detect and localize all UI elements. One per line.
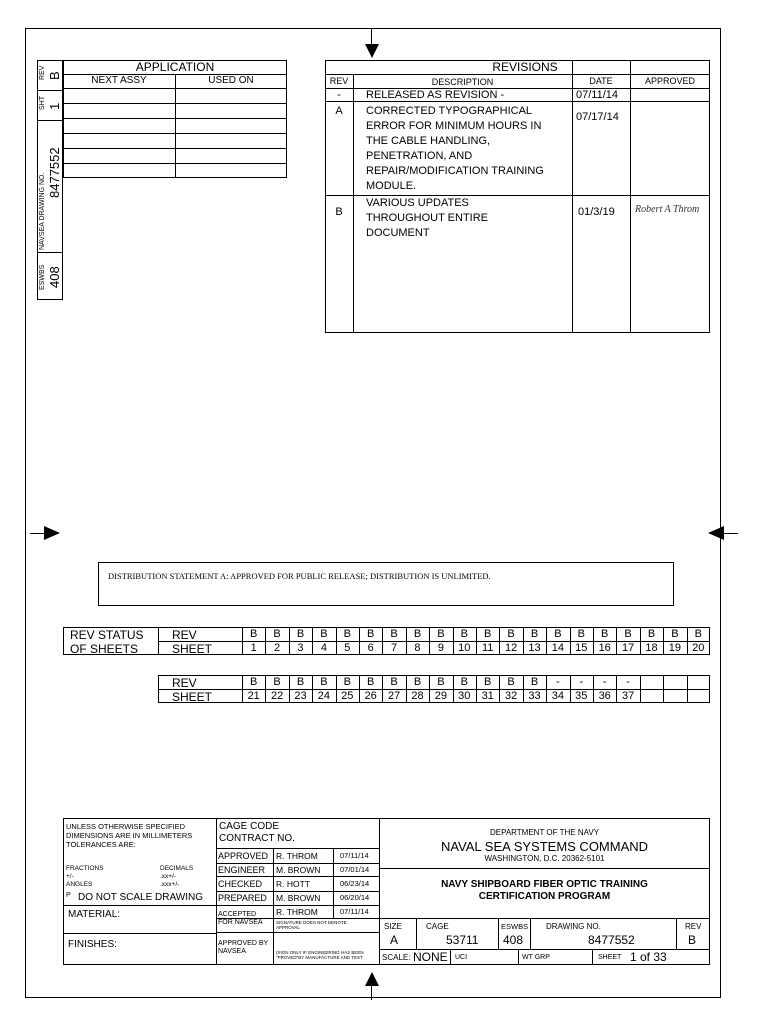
title-row-line <box>216 891 379 892</box>
approved-by-label: APPROVED BY <box>218 940 269 947</box>
side-divider <box>37 90 63 91</box>
sign-only-note: (SIGN ONLY IF ENGINEERING HAS BEEN <box>276 950 364 955</box>
application-title: APPLICATION <box>135 60 215 74</box>
plusminus-label: +/- <box>66 873 74 880</box>
side-drawing-value: 8477552 <box>47 147 62 198</box>
rev-status-sheet-cell: 26 <box>364 690 377 702</box>
size-label: SIZE <box>384 922 402 931</box>
rev-row-label: REV <box>172 628 197 642</box>
sign-date: 06/20/14 <box>340 893 370 902</box>
rev-value: B <box>688 933 697 947</box>
revisions-divider <box>325 101 710 102</box>
application-row-line <box>63 163 287 164</box>
title-col-line <box>676 918 677 949</box>
rev-status-rev-cell: B <box>647 628 656 640</box>
revision-row-date: 07/11/14 <box>576 89 619 101</box>
sig-note: SIGNATURE DOES NOT DENOTE <box>276 920 347 925</box>
revisions-title: REVISIONS <box>492 60 558 74</box>
contract-label: CONTRACT NO. <box>219 833 295 844</box>
revisions-header-description: DESCRIPTION <box>431 77 494 87</box>
revision-row-desc: RELEASED AS REVISION - <box>366 89 505 101</box>
sign-only-note: "PROVED"BY MANUFACTURE AND TEST <box>276 955 363 960</box>
revision-row-desc: CORRECTED TYPOGRAPHICAL <box>366 105 533 117</box>
revisions-divider <box>325 74 710 75</box>
rev-label: REV <box>685 922 702 931</box>
rev-row-label: REV <box>172 676 197 690</box>
rev-status-rev-cell: B <box>484 676 492 688</box>
application-row-line <box>63 148 287 149</box>
rev-status-rev-cell: B <box>390 628 398 640</box>
side-sht-value: 1 <box>47 102 62 110</box>
title-col-line <box>530 918 531 949</box>
rev-status-rev-cell: B <box>624 628 632 640</box>
rev-status-rev-cell: B <box>296 676 305 688</box>
sign-name: M. BROWN <box>276 865 321 875</box>
rev-status-sheet-cell: 28 <box>411 690 424 702</box>
rev-status-col-line <box>663 675 664 703</box>
cage-label: CAGE <box>426 922 449 931</box>
application-row-line <box>63 88 287 89</box>
rev-status-rev-cell: B <box>320 628 328 640</box>
rev-status-rev-cell: B <box>273 628 281 640</box>
rev-status-rev-cell: - <box>556 676 560 688</box>
sign-name: M. BROWN <box>276 893 321 903</box>
revisions-col-divider <box>630 60 631 333</box>
rev-status-col-line <box>687 675 688 703</box>
application-used-on: USED ON <box>208 75 254 86</box>
revisions-col-divider <box>572 60 573 333</box>
revisions-col-divider <box>353 74 354 333</box>
revisions-header-rev: REV <box>329 76 349 86</box>
decimals-label: DECIMALS <box>160 865 194 872</box>
side-eswbs-label: ESWBS <box>39 264 46 290</box>
rev-status-sheet-cell: 21 <box>247 690 260 702</box>
application-row-line <box>63 103 287 104</box>
rev-status-rev-cell: B <box>390 676 398 688</box>
title-col-line <box>333 848 334 919</box>
revision-row-desc: MODULE. <box>366 180 417 192</box>
title-col-line <box>498 918 499 949</box>
rev-status-sheet-cell: 7 <box>391 642 398 654</box>
rev-status-rev-cell: - <box>602 676 607 688</box>
material-label: MATERIAL: <box>68 909 121 920</box>
rev-status-rev-cell: - <box>626 676 630 688</box>
sign-name: R. THROM <box>276 851 318 861</box>
rev-status-rev-cell: B <box>273 676 281 688</box>
rev-status-rev-cell: B <box>671 628 679 640</box>
dept-label: DEPARTMENT OF THE NAVY <box>489 828 600 837</box>
revision-row-desc: DOCUMENT <box>366 227 430 239</box>
rev-status-sheet-cell: 33 <box>528 690 541 702</box>
revision-row-rev: B <box>335 206 343 218</box>
rev-status-rev-cell: B <box>320 676 328 688</box>
sign-name: R. HOTT <box>276 879 310 889</box>
drawing-no-label: DRAWING NO. <box>546 922 601 931</box>
rev-status-rev-cell: B <box>413 676 422 688</box>
rev-status-sheet-cell: 25 <box>341 690 354 702</box>
fractions-label: FRACTIONS <box>66 865 104 872</box>
rev-status-sheet-cell: 20 <box>692 642 705 654</box>
distribution-statement: DISTRIBUTION STATEMENT A: APPROVED FOR PUBLIC RELEASE; DISTRIBUTION IS UNLIMITED. <box>108 571 491 581</box>
sign-role: APPROVED <box>218 851 269 861</box>
rev-status-sheet-cell: 14 <box>551 642 564 654</box>
rev-status-sheet-cell: 11 <box>481 642 494 654</box>
command-label: NAVAL SEA SYSTEMS COMMAND <box>440 839 649 854</box>
side-drawing-label: NAVSEA DRAWING NO. <box>39 172 46 250</box>
rev-status-rev-cell: B <box>460 628 468 640</box>
sheet-label: SHEET <box>598 954 622 961</box>
rev-status-sheet-cell: 6 <box>367 642 374 654</box>
do-not-scale-label: DO NOT SCALE DRAWING <box>78 892 204 903</box>
rev-status-sheet-cell: 29 <box>434 690 447 702</box>
rev-status-sheet-cell: 22 <box>270 690 284 702</box>
rev-status-sheet-cell: 3 <box>297 642 304 654</box>
application-row-line <box>63 118 287 119</box>
rev-status-sheet-cell: 12 <box>504 642 518 654</box>
rev-status-sheet-cell: 17 <box>621 642 635 654</box>
title-row-line <box>379 918 710 919</box>
sheet-value: 1 of 33 <box>630 950 667 964</box>
rev-status-sheet-cell: 15 <box>575 642 588 654</box>
rev-status-sheet-cell: 32 <box>504 690 518 702</box>
revisions-header-date: DATE <box>589 76 613 86</box>
eswbs-value: 408 <box>503 933 524 947</box>
p-label: P <box>66 892 71 899</box>
rev-status-rev-cell: B <box>367 628 375 640</box>
approver-signature: Robert A Throm <box>635 204 700 215</box>
rev-status-rev-cell: B <box>413 628 422 640</box>
rev-status-sheet-cell: 16 <box>598 642 611 654</box>
title-col-line <box>592 949 593 965</box>
title-col-line <box>273 848 274 965</box>
rev-status-rev-cell: B <box>296 628 305 640</box>
rev-status-rev-cell: B <box>343 676 351 688</box>
xxx-label: .xxx+/- <box>160 881 180 888</box>
sig-note: APPROVAL <box>276 925 300 930</box>
rev-status-rev-cell: B <box>343 628 351 640</box>
rev-status-sheet-cell: 31 <box>481 690 494 702</box>
rev-status-col-line <box>640 675 641 703</box>
rev-status-rev-cell: B <box>250 628 258 640</box>
rev-status-rev-cell: B <box>367 676 375 688</box>
unless-line: DIMENSIONS ARE IN MILLIMETERS <box>66 831 193 840</box>
title-row-line <box>216 876 379 877</box>
rev-status-sheet-cell: 37 <box>621 690 635 702</box>
accepted-name: R. THROM <box>276 907 318 917</box>
rev-status-sheet-cell: 10 <box>458 642 471 654</box>
revision-row-desc: THROUGHOUT ENTIRE <box>366 212 489 224</box>
rev-status-rev-cell: B <box>554 628 562 640</box>
eswbs-label: ESWBS <box>501 922 529 931</box>
rev-status-sheet-cell: 36 <box>598 690 611 702</box>
program-title: NAVY SHIPBOARD FIBER OPTIC TRAINING <box>441 879 648 890</box>
unless-line: TOLERANCES ARE: <box>66 840 136 849</box>
scale-label: SCALE: <box>382 953 411 962</box>
rev-status-label: REV STATUS <box>70 628 144 642</box>
distribution-box <box>98 562 674 606</box>
rev-status-rev-cell: B <box>484 628 492 640</box>
accepted-date: 07/11/14 <box>340 907 369 916</box>
side-sht-label: SHT <box>39 96 46 110</box>
title-col-line <box>450 949 451 965</box>
rev-status-sheet-cell: 35 <box>575 690 588 702</box>
sign-date: 06/23/14 <box>340 879 370 888</box>
revision-row-desc: VARIOUS UPDATES <box>366 197 469 209</box>
title-col-line <box>416 918 417 949</box>
sign-role: PREPARED <box>218 893 267 903</box>
rev-status-rev-cell: B <box>530 628 539 640</box>
rev-status-rev-cell: B <box>507 628 515 640</box>
side-rev-label: REV <box>39 65 46 80</box>
size-value: A <box>390 933 399 947</box>
rev-status-rev-cell: B <box>437 676 445 688</box>
rev-status-rev-cell: - <box>579 676 584 688</box>
rev-status-rev-cell: B <box>530 676 539 688</box>
sign-role: CHECKED <box>218 879 263 889</box>
rev-status-sheet-cell: 13 <box>528 642 541 654</box>
revision-row-desc: REPAIR/MODIFICATION TRAINING <box>366 165 544 177</box>
rev-status-rev-cell: B <box>460 676 468 688</box>
rev-status-rev-cell: B <box>437 628 445 640</box>
application-row-line <box>63 133 287 134</box>
finishes-label: FINISHES: <box>68 939 117 950</box>
title-row-line <box>216 848 379 849</box>
side-rev-value: B <box>47 71 62 80</box>
rev-status-sheet-cell: 8 <box>414 642 421 654</box>
approved-by-label: NAVSEA <box>218 948 246 955</box>
rev-status-sheet-cell: 24 <box>317 690 330 702</box>
side-divider <box>37 252 63 253</box>
scale-value: NONE <box>413 950 448 964</box>
title-row-line <box>63 905 216 906</box>
rev-status-rev-cell: B <box>507 676 515 688</box>
revisions-header-approved: APPROVED <box>644 76 695 86</box>
sheet-row-label: SHEET <box>172 690 213 704</box>
uci-label: UCI <box>455 954 468 961</box>
revision-row-date: 01/3/19 <box>578 206 615 218</box>
revision-row-rev: - <box>337 89 341 101</box>
rev-status-sheet-cell: 18 <box>645 642 658 654</box>
rev-status-rev-cell: B <box>694 628 702 640</box>
rev-status-sheet-cell: 4 <box>320 642 327 654</box>
cage-code-label: CAGE CODE <box>219 821 280 832</box>
application-next-assy: NEXT ASSY <box>91 75 147 86</box>
cage-value: 53711 <box>446 933 479 947</box>
revision-row-rev: A <box>335 105 343 117</box>
title-row-line <box>216 932 379 933</box>
rev-status-rev-cell: B <box>577 628 585 640</box>
rev-status-sheet-cell: 2 <box>274 642 281 654</box>
drawing-no-value: 8477552 <box>588 933 635 947</box>
revision-row-desc: ERROR FOR MINIMUM HOURS IN <box>366 120 542 132</box>
right-center-tick <box>724 533 738 534</box>
sheet-row-label: SHEET <box>172 642 213 656</box>
rev-status-sheet-cell: 30 <box>458 690 471 702</box>
unless-line: UNLESS OTHERWISE SPECIFIED <box>66 822 186 831</box>
angles-label: ANGLES <box>66 881 93 888</box>
side-eswbs-value: 408 <box>47 266 62 288</box>
rev-status-sheet-cell: 5 <box>344 642 351 654</box>
revisions-divider <box>325 195 710 196</box>
of-sheets-label: OF SHEETS <box>70 642 139 656</box>
rev-status-sheet-cell: 27 <box>387 690 401 702</box>
side-divider <box>37 120 63 121</box>
title-row-line <box>63 933 216 934</box>
address-label: WASHINGTON, D.C. 20362-5101 <box>484 854 605 863</box>
accepted-label: ACCEPTED <box>218 911 257 918</box>
title-row-line <box>216 863 379 864</box>
sign-date: 07/11/14 <box>340 851 369 860</box>
rev-status-sheet-cell: 34 <box>551 690 564 702</box>
program-title: CERTIFICATION PROGRAM <box>478 891 611 902</box>
revision-row-desc: THE CABLE HANDLING, <box>366 135 491 147</box>
rev-status-rev-cell: B <box>601 628 609 640</box>
wt-grp-label: WT GRP <box>522 954 550 961</box>
title-row-line <box>216 905 379 906</box>
revision-row-desc: PENETRATION, AND <box>366 150 473 162</box>
rev-status-sheet-cell: 23 <box>294 690 307 702</box>
sign-date: 07/01/14 <box>340 865 370 874</box>
sign-role: ENGINEER <box>218 865 266 875</box>
title-row-line <box>379 868 710 869</box>
revision-row-date: 07/17/14 <box>576 111 619 123</box>
title-col-line <box>518 949 519 965</box>
rev-status-sheet-cell: 1 <box>250 642 257 654</box>
rev-status-rev-cell: B <box>250 676 258 688</box>
xx-label: .xx+/- <box>160 873 177 880</box>
accepted-label: FOR NAVSEA <box>218 919 263 926</box>
rev-status-sheet-cell: 9 <box>437 642 444 654</box>
rev-status-sheet-cell: 19 <box>668 642 681 654</box>
